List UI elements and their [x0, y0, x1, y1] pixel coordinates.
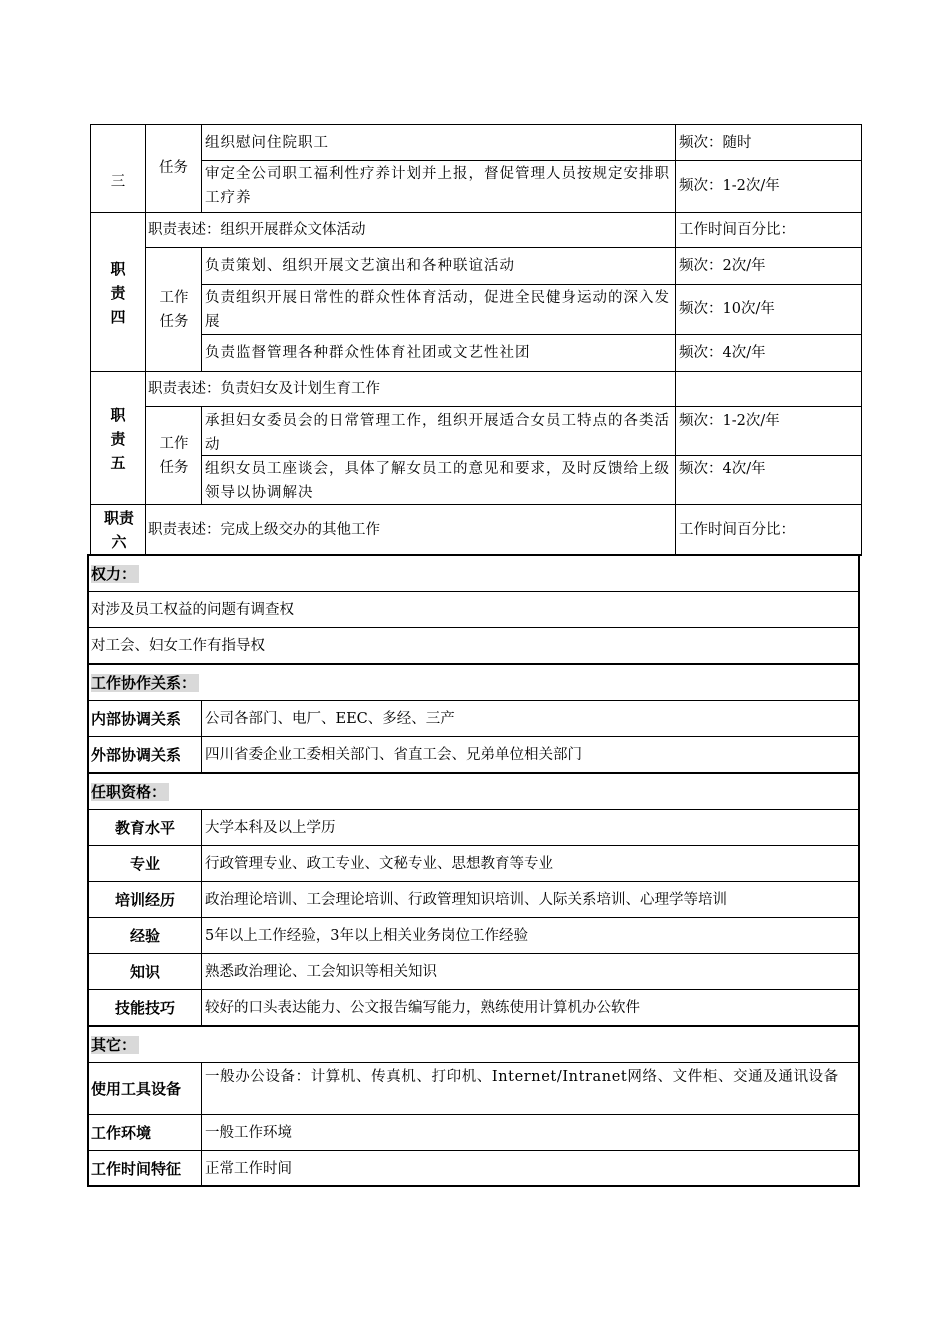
duty5-task-1: 承担妇女委员会的日常管理工作，组织开展适合女员工特点的各类活动 — [205, 413, 670, 453]
duty4-task-2: 负责组织开展日常性的群众性体育活动，促进全民健身运动的深入发展 — [205, 290, 670, 330]
power-heading — [91, 562, 139, 586]
duty5-task-2: 组织女员工座谈会，具体了解女员工的意见和要求，及时反馈给上级领导以协调解决 — [205, 461, 670, 501]
duty4-task-label: 工作任务 — [159, 290, 189, 330]
duty5-task-1-freq: 频次：1-2次/年 — [679, 413, 780, 429]
border — [201, 160, 862, 161]
cooperation-heading-text: 工作协作关系： — [91, 674, 199, 692]
training-value: 政治理论培训、工会理论培训、行政管理知识培训、人际关系培训、心理学等培训 — [205, 892, 727, 908]
border — [90, 371, 862, 372]
internal-relations-value: 公司各部门、电厂、EEC、多经、三产 — [205, 711, 455, 727]
external-relations-value: 四川省委企业工委相关部门、省直工会、兄弟单位相关部门 — [205, 747, 582, 763]
border — [201, 124, 202, 213]
border — [675, 124, 676, 555]
border — [88, 881, 859, 882]
experience-value: 5年以上工作经验，3年以上相关业务岗位工作经验 — [205, 928, 528, 944]
duty4-task-3-freq: 频次：4次/年 — [679, 345, 766, 361]
border — [145, 124, 146, 555]
qualification-heading-text: 任职资格： — [91, 783, 169, 801]
environment-value: 一般工作环境 — [205, 1125, 292, 1141]
qualification-heading — [91, 780, 169, 804]
border — [201, 284, 862, 285]
border — [88, 772, 859, 774]
duty4-label: 职责四 — [110, 260, 126, 326]
border — [145, 406, 862, 407]
duty5-description: 职责表述：负责妇女及计划生育工作 — [148, 381, 380, 397]
tools-label: 使用工具设备 — [91, 1080, 182, 1098]
major-label: 专业 — [129, 855, 160, 873]
duty5-label: 职责五 — [110, 406, 126, 472]
worktime-label: 工作时间特征 — [91, 1160, 182, 1178]
external-relations-label: 外部协调关系 — [91, 746, 182, 764]
border — [88, 809, 859, 810]
border — [88, 953, 859, 954]
border — [201, 1062, 202, 1186]
cooperation-heading — [91, 671, 199, 695]
duty4-percent: 工作时间百分比： — [679, 222, 795, 238]
worktime-value: 正常工作时间 — [205, 1161, 292, 1177]
environment-label: 工作环境 — [91, 1124, 152, 1142]
duty4-task-3: 负责监督管理各种群众性体育社团或文艺性社团 — [205, 345, 531, 361]
skills-label: 技能技巧 — [114, 999, 175, 1017]
knowledge-value: 熟悉政治理论、工会知识等相关知识 — [205, 964, 437, 980]
skills-value: 较好的口头表达能力、公文报告编写能力，熟练使用计算机办公软件 — [205, 1000, 640, 1016]
border — [858, 555, 860, 1187]
border — [87, 554, 862, 556]
border — [201, 248, 202, 371]
duty5-task-label: 工作任务 — [159, 436, 189, 476]
duty3-task-2: 审定全公司职工福利性疗养计划并上报，督促管理人员按规定安排职工疗养 — [205, 166, 670, 206]
duty3-task-label: 任务 — [159, 160, 188, 176]
border — [88, 1150, 859, 1151]
duty4-description: 职责表述：组织开展群众文体活动 — [148, 222, 366, 238]
border — [87, 1185, 860, 1187]
duty4-task-2-freq: 频次：10次/年 — [679, 301, 775, 317]
border — [201, 334, 862, 335]
border — [88, 989, 859, 990]
duty3-label: 三 — [110, 174, 126, 190]
border — [88, 591, 859, 592]
duty4-task-1-freq: 频次：2次/年 — [679, 258, 766, 274]
border — [88, 663, 859, 665]
border — [90, 212, 862, 213]
border — [88, 736, 859, 737]
power-item-1: 对涉及员工权益的问题有调查权 — [91, 602, 294, 618]
border — [88, 1025, 859, 1027]
border — [145, 247, 862, 248]
power-item-2: 对工会、妇女工作有指导权 — [91, 638, 265, 654]
power-heading-text: 权力： — [91, 565, 139, 583]
border — [861, 124, 862, 555]
duty6-label: 职责六 — [103, 509, 134, 551]
border — [88, 845, 859, 846]
duty3-task-1-freq: 频次：随时 — [679, 135, 752, 151]
duty4-task-1: 负责策划、组织开展文艺演出和各种联谊活动 — [205, 258, 515, 274]
training-label: 培训经历 — [114, 891, 175, 909]
border — [88, 700, 859, 701]
experience-label: 经验 — [129, 927, 160, 945]
border — [88, 627, 859, 628]
duty6-description: 职责表述：完成上级交办的其他工作 — [148, 522, 380, 538]
duty6-percent: 工作时间百分比： — [679, 522, 795, 538]
border — [201, 407, 202, 505]
border — [88, 1062, 859, 1063]
duty5-task-2-freq: 频次：4次/年 — [679, 461, 766, 477]
duty3-task-2-freq: 频次：1-2次/年 — [679, 178, 780, 194]
education-value: 大学本科及以上学历 — [205, 820, 336, 836]
internal-relations-label: 内部协调关系 — [91, 710, 182, 728]
other-heading-text: 其它： — [91, 1036, 139, 1054]
border — [90, 124, 862, 125]
duty3-task-1: 组织慰问住院职工 — [205, 135, 329, 151]
tools-value: 一般办公设备：计算机、传真机、打印机、Internet/Intranet网络、文件柜、交通及通讯设备 — [205, 1069, 839, 1085]
border — [88, 1114, 859, 1115]
education-label: 教育水平 — [114, 819, 175, 837]
knowledge-label: 知识 — [129, 963, 160, 981]
other-heading — [91, 1033, 139, 1057]
border — [88, 917, 859, 918]
major-value: 行政管理专业、政工专业、文秘专业、思想教育等专业 — [205, 856, 553, 872]
